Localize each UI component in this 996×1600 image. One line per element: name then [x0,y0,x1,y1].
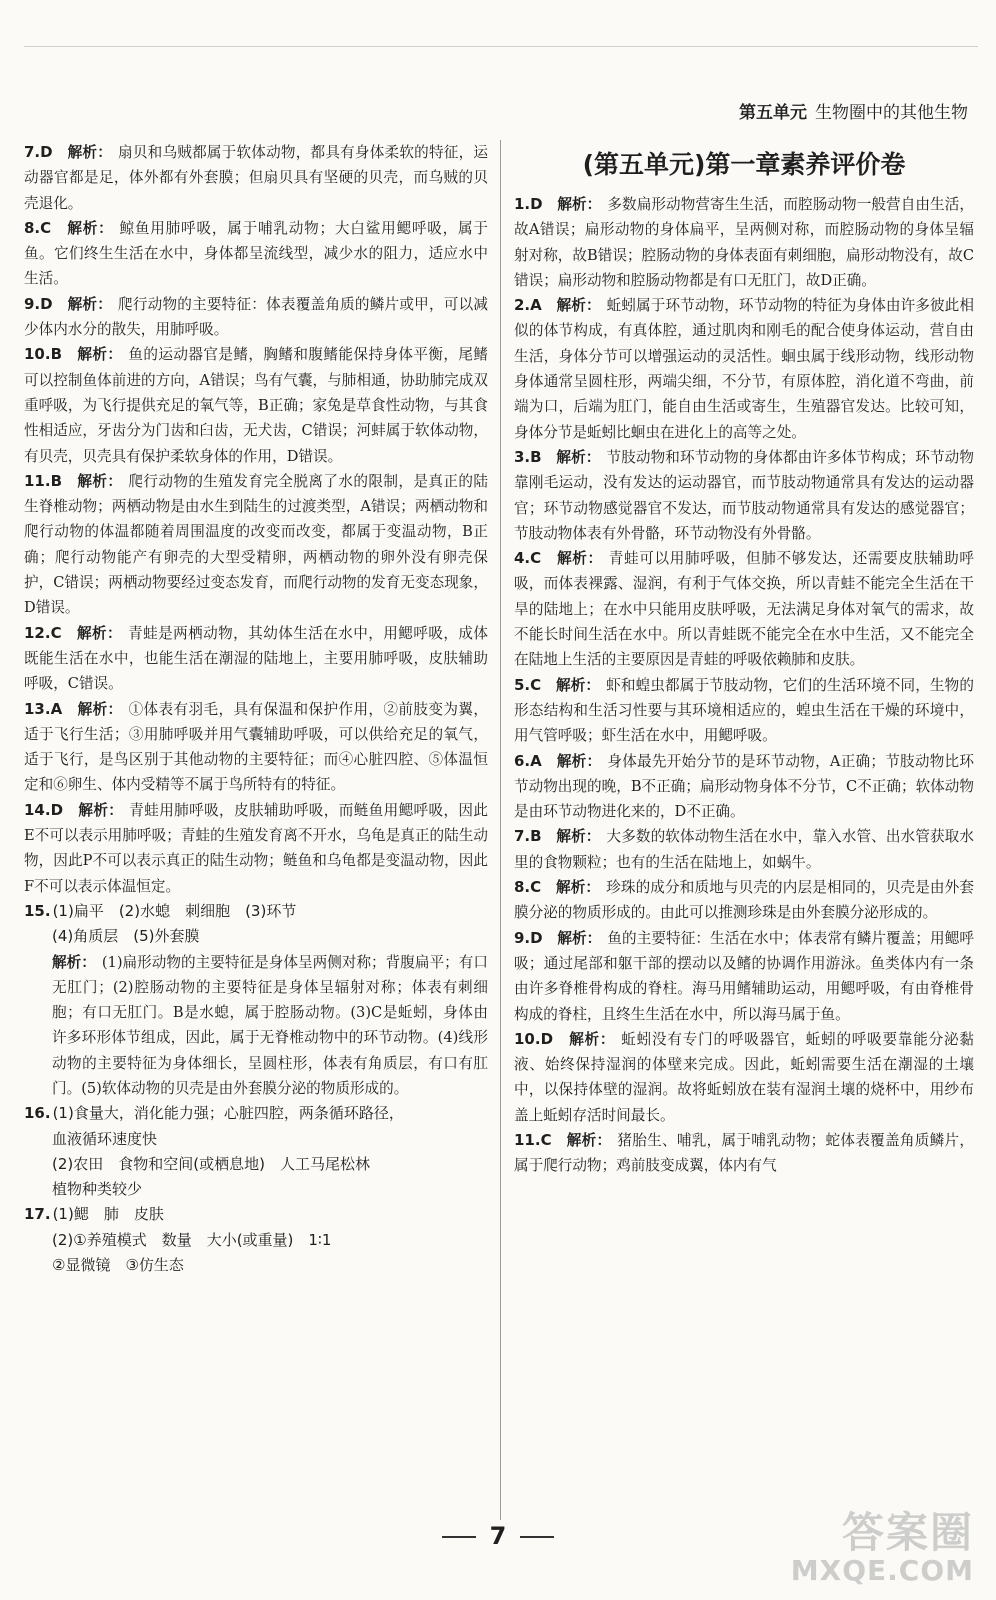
analysis-label: 解析： [77,472,123,490]
analysis-text: 鱼的主要特征：生活在水中；体表常有鳞片覆盖；用鳃呼吸；通过尾部和躯干部的摆动以及鳍的协调作用游泳。鱼类体内有一条由许多脊椎骨构成的脊柱。海马用鳍辅助运动，用鳃呼吸，有由脊椎骨构成的脊柱，且终生生活在水中，所以海马属于鱼。 [514,929,974,1023]
watermark-url: MXQE.COM [790,1554,974,1587]
analysis-label: 解析： [67,295,113,313]
unit-label: 第五单元 [739,103,807,123]
analysis-label: 解析： [556,879,601,897]
answer-number: 11.C [514,1130,552,1149]
answer-item [514,673,974,749]
analysis-label: 解析： [77,624,123,642]
analysis-label: 解析： [556,448,601,466]
answer-item [24,469,488,621]
analysis-text: 节肢动物和环节动物的身体都由许多体节构成；环节动物靠刚毛运动，没有发达的运动器官，而节肢动物通常具有发达的运动器官；环节动物感觉器官不发达，而节肢动物通常具有发达的感觉器官；节肢动物体表有外骨骼，环节动物没有外骨骼。 [514,448,974,542]
answer-number: 14.D [24,800,64,819]
answer-item [514,1027,974,1128]
answer-number: 17. [24,1205,51,1224]
analysis-label: 解析： [67,219,114,237]
analysis-text: 珍珠的成分和质地与贝壳的内层是相同的，贝壳是由外套膜分泌的物质形成的。由此可以推测珍珠是由外套膜分泌形成的。 [514,879,974,922]
analysis-text: 鲸鱼用肺呼吸，属于哺乳动物；大白鲨用鳃呼吸，属于鱼。它们终生生活在水中，身体都呈流线型，减少水的阻力，适应水中生活。 [24,219,488,288]
answer-number: 8.C [514,878,542,897]
answer-item [24,798,488,899]
answer-item [514,445,974,546]
answer-number: 1.D [514,195,543,213]
watermark-logo [791,1510,974,1586]
analysis-label: 解析： [556,752,602,770]
answer-number: 8.C [24,218,52,237]
analysis-label: 解析： [67,144,113,161]
answer-item [514,1128,974,1179]
page-number-value: 7 [489,1522,507,1550]
analysis-text: 猪胎生、哺乳，属于哺乳动物；蛇体表覆盖角质鳞片，属于爬行动物；鸡前肢变成翼，体内有气 [514,1131,974,1175]
analysis-text: 青蛙是两栖动物，其幼体生活在水中，用鳃呼吸，成体既能生活在水中，也能生活在潮湿的陆地上，主要用肺呼吸，皮肤辅助呼吸，C错误。 [24,624,488,693]
analysis-text: 青蛙用肺呼吸，皮肤辅助呼吸，而鲢鱼用鳃呼吸，因此E不可以表示用肺呼吸；青蛙的生殖发育离不开水，乌龟是真正的陆生动物，因此P不可以表示真正的陆生动物；鲢鱼和乌龟都是变温动物，因此F不可以表示体温恒定。 [24,801,488,895]
answer-item-15 [24,899,488,924]
answer-item [514,293,974,445]
answer-line: (1)扁平 (2)水螅 刺细胞 (3)环节 [52,901,297,920]
answer-item-17 [24,1202,488,1227]
answer-line: (2)农田 食物和空间(或栖息地) 人工马尾松林 [52,1154,370,1173]
answer-item [514,546,974,672]
analysis-label: 解析： [569,1030,616,1048]
top-rule [24,46,978,47]
analysis-text: ①体表有羽毛，具有保温和保护作用，②前肢变为翼，适于飞行生活；③用肺呼吸并用气囊辅助呼吸，可以供给充足的氧气，适于飞行，是鸟区别于其他动物的主要特征；而④心脏四腔、⑤体温恒定和⑥卵生、体内受精等不属于鸟所特有的特征。 [24,700,488,794]
answer-number: 15. [24,901,51,920]
analysis-label: 解析： [556,828,601,846]
unit-title: 生物圈中的其他生物 [815,103,968,123]
answer-number: 12.C [24,623,62,642]
analysis-text: 鱼的运动器官是鳍，胸鳍和腹鳍能保持身体平衡，尾鳍可以控制鱼体前进的方向，A错误；鸟有气囊，与肺相通，协助肺完成双重呼吸，为飞行提供充足的氧气等，B正确；家兔是草食性动物，与其食性相适应，牙齿分为门齿和臼齿，无犬齿，C错误；河蚌属于软体动物，有贝壳，贝壳具有保护柔软身体的作用，D错误。 [24,346,488,465]
analysis-label: 解析： [557,550,603,568]
right-column [514,140,974,1179]
answer-item [514,926,974,1027]
analysis-text: 青蛙可以用肺呼吸，但肺不够发达，还需要皮肤辅助呼吸，而体表裸露、湿润，有利于气体交换，所以青蛙不能完全生活在干旱的陆地上；在水中只能用皮肤呼吸，无法满足身体对氧气的需求，故不能长时间生活在水中。所以青蛙既不能完全在水中生活，又不能完全在陆地上生活的主要原因是青蛙的呼吸依赖肺和皮肤。 [514,550,974,669]
page-dash-right [520,1536,554,1538]
answer-item [514,824,974,875]
analysis-label: 解析： [557,929,602,947]
answer-number: 7.B [514,827,542,846]
analysis-text: 蚯蚓属于环节动物，环节动物的特征为身体由许多彼此相似的体节构成，有真体腔，通过肌肉和刚毛的配合使身体运动，营自由生活，身体分节可以增强运动的灵活性。蛔虫属于线形动物，线形动物身体通常呈圆柱形，两端尖细，不分节，有原体腔，消化道不弯曲，前端为口，后端为肛门，能自由生活或寄生，生殖器官发达。比较可知，身体分节是蚯蚓比蛔虫在进化上的高等之处。 [514,297,974,441]
answer-item [24,292,488,343]
analysis-label: 解析： [77,346,123,364]
answer-number: 11.B [24,471,63,490]
answer-number: 9.D [514,928,543,947]
answer-number: 9.D [24,294,53,313]
answer-item [514,192,974,293]
answer-number: 4.C [514,549,542,568]
analysis-label: 解析： [557,196,602,213]
answer-line: (1)食量大，消化能力强；心脏四腔，两条循环路径， [52,1104,404,1123]
answer-number: 6.A [514,751,542,770]
analysis-label: 解析： [52,953,96,971]
answer-number: 7.D [24,143,53,161]
left-column [24,140,488,1278]
answer-line: (1)鳃 肺 皮肤 [52,1205,164,1224]
answer-line: ②显微镜 ③仿生态 [52,1256,184,1275]
answer-number: 13.A [24,699,63,718]
watermark-logo-text: 答案圈 [841,1508,974,1557]
answer-number: 2.A [514,296,542,315]
column-divider [500,140,501,1520]
analysis-label: 解析： [77,700,123,718]
answer-item [514,749,974,825]
running-head [739,98,968,123]
analysis-label: 解析： [556,676,601,694]
answer-number: 3.B [514,447,542,466]
analysis-text: 爬行动物的生殖发育完全脱离了水的限制，是真正的陆生脊椎动物；两栖动物是由水生到陆生的过渡类型，A错误；两栖动物和爬行动物的体温都随着周围温度的改变而改变，都属于变温动物，B正确；爬行动物能产有卵壳的大型受精卵，两栖动物的卵外没有卵壳保护，C错误；两栖动物要经过变态发育，而爬行动物的发育无变态现象，D错误。 [24,472,488,617]
analysis-text: (1)扁形动物的主要特征是身体呈两侧对称；背腹扁平；有口无肛门；(2)腔肠动物的主要特征是身体呈辐射对称；体表有刺细胞；有口无肛门。B是水螅，属于腔肠动物。(3)C是蚯蚓，身体由许多环形体节组成，因此，属于无脊椎动物中的环节动物。(4)线形动物的主要特征为身体细长，呈圆柱形，体表有角质层，有口有肛门。(5)软体动物的贝壳是由外套膜分泌的物质形成的。 [52,953,488,1097]
answer-item [24,621,488,697]
answer-number: 16. [24,1104,51,1123]
analysis-text: 虾和蝗虫都属于节肢动物，它们的生活环境不同，生物的形态结构和生活习性要与其环境相适应的，蝗虫生活在干燥的环境中，用气管呼吸；虾生活在水中，用鳃呼吸。 [514,676,974,745]
analysis-text: 蚯蚓没有专门的呼吸器官，蚯蚓的呼吸要靠能分泌黏液、始终保持湿润的体壁来完成。因此，蚯蚓需要生活在潮湿的土壤中，以保持体壁的湿润。故将蚯蚓放在装有湿润土壤的烧杯中，用纱布盖上蚯蚓存活时间最长。 [514,1030,974,1124]
answer-analysis [24,950,488,1102]
analysis-label: 解析： [78,801,124,819]
analysis-text: 身体最先开始分节的是环节动物，A正确；节肢动物比环节动物出现的晚，B不正确；扁形动物身体不分节，C不正确；软体动物是由环节动物进化来的，D不正确。 [514,752,974,821]
analysis-text: 大多数的软体动物生活在水中，靠入水管、出水管获取水里的食物颗粒；也有的生活在陆地上，如蜗牛。 [514,828,974,871]
answer-item-16 [24,1101,488,1126]
answer-item [24,342,488,468]
analysis-label: 解析： [556,297,601,315]
answer-item [24,697,488,798]
answer-line: (2)①养殖模式 数量 大小(或重量) 1∶1 [52,1230,332,1249]
answer-item [24,216,488,292]
answer-line: 植物种类较少 [52,1180,143,1199]
section-title: (第五单元)第一章素养评价卷 [582,150,906,179]
answer-number: 10.D [514,1029,554,1048]
page-dash-left [442,1536,476,1538]
analysis-text: 多数扁形动物营寄生生活，而腔肠动物一般营自由生活，故A错误；扁形动物的身体扁平，呈两侧对称，而腔肠动物的身体呈辐射对称，故B错误；腔肠动物的身体表面有刺细胞，扁形动物没有，故C错误；扁形动物和腔肠动物都是有口无肛门，故D正确。 [514,196,974,289]
analysis-text: 扇贝和乌贼都属于软体动物，都具有身体柔软的特征，运动器官都是足，体外都有外套膜；但扇贝具有坚硬的贝壳，而乌贼的贝壳退化。 [24,144,488,212]
answer-line: (4)角质层 (5)外套膜 [52,927,200,946]
answer-number: 10.B [24,345,63,364]
answer-item [24,140,488,216]
answer-line: 血液循环速度快 [52,1129,158,1148]
answer-item [514,875,974,926]
analysis-label: 解析： [566,1131,612,1149]
answer-number: 5.C [514,675,542,694]
analysis-text: 爬行动物的主要特征：体表覆盖角质的鳞片或甲，可以减少体内水分的散失，用肺呼吸。 [24,295,488,339]
